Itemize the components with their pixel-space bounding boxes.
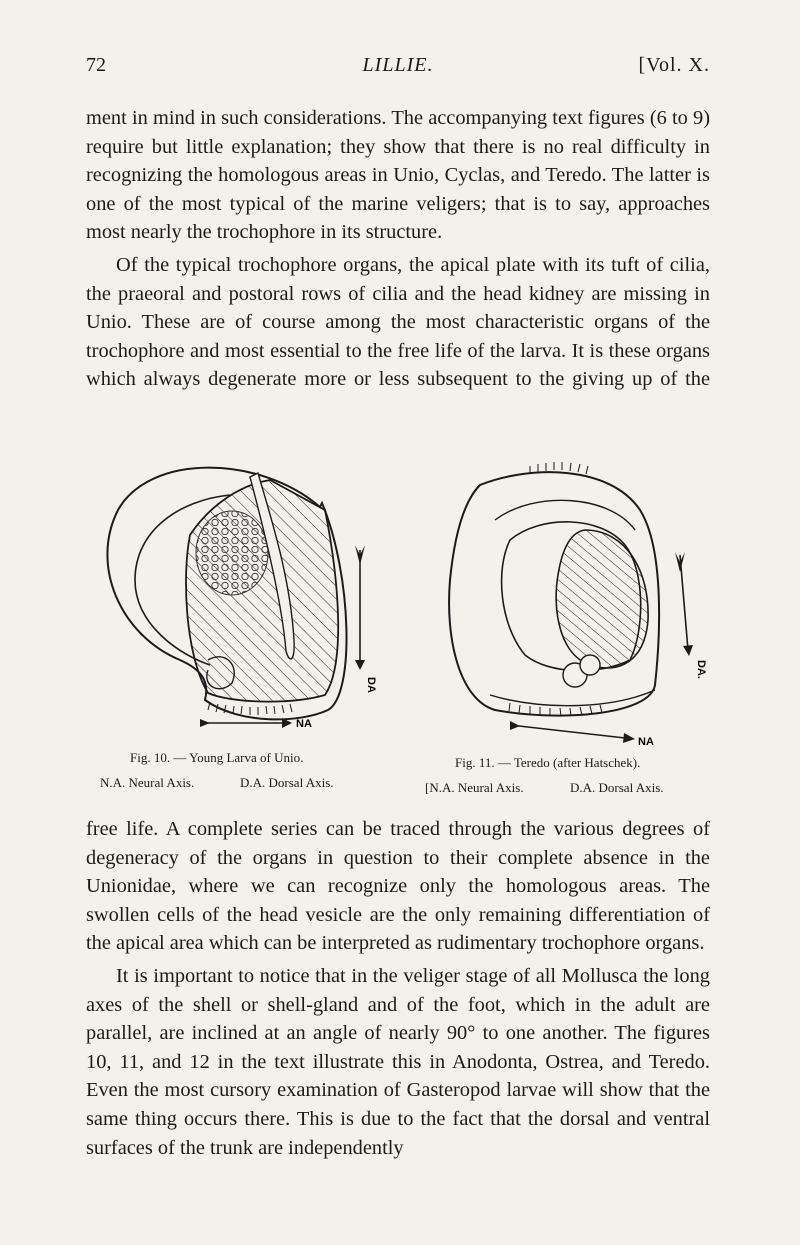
fig10-caption: Fig. 10. — Young Larva of Unio. <box>130 750 304 765</box>
paragraph-2: Of the typical trochophore organs, the apical plate with its tuft of cilia, the praeoral and postoral rows of cilia and the head kidney are missing in Unio. These are of course among the most characteristic organs of the trochophore and most essential to the free life of the larva. It is these organs which always degenerate more or less subsequent to the giving up of the <box>86 253 710 391</box>
running-header <box>86 54 710 84</box>
fig11-da-label: DA. <box>695 660 707 679</box>
figure-11-teredo <box>440 460 720 750</box>
fig10-na-label: NA <box>296 718 312 730</box>
paragraph-3: free life. A complete series can be traced through the various degrees of degeneracy of the organs in question to their complete absence in the Unionidae, where we can recognize only the homologous areas. The swollen cells of the head vesicle are the only remaining differentiation of the apical area which can be interpreted as rudimentary trochophore organs. <box>86 818 710 955</box>
figure-10-larva-of-unio <box>90 455 400 740</box>
fig11-legend-da: D.A. Dorsal Axis. <box>570 780 664 795</box>
volume-label: [Vol. X. <box>638 54 710 76</box>
fig10-legend-na: N.A. Neural Axis. <box>100 775 195 790</box>
fig10-da-label: DA <box>365 677 377 693</box>
running-title: LILLIE. <box>362 54 434 76</box>
page-number: 72 <box>86 54 106 76</box>
fig10-legend-da: D.A. Dorsal Axis. <box>240 775 334 790</box>
paragraph-1: ment in mind in such considerations. The accompanying text figures (6 to 9) require but little explanation; they show that there is no real difficulty in recognizing the homologous areas in Unio, Cyclas, and Teredo. The latter is one of the most typical of the marine veligers; that is to say, approaches most nearly the trochophore in its structure. <box>86 107 710 244</box>
paragraph-4: It is important to notice that in the veliger stage of all Mollusca the long axes of the shell or shell-gland and of the foot, which in the adult are parallel, are inclined at an angle of nearly 90° to one another. The figures 10, 11, and 12 in the text illustrate this in Anodonta, Ostrea, and Teredo. Even the most cursory examination of Gasteropod larvae will show that the same thing occurs there. This is due to the fact that the dorsal and ventral surfaces of the trunk are independently <box>86 964 710 1159</box>
text-block-top <box>86 104 710 394</box>
fig11-na-label: NA <box>638 736 654 748</box>
text-block-bottom <box>86 815 710 1162</box>
fig11-caption: Fig. 11. — Teredo (after Hatschek). <box>455 755 641 770</box>
fig11-legend-na: [N.A. Neural Axis. <box>425 780 524 795</box>
